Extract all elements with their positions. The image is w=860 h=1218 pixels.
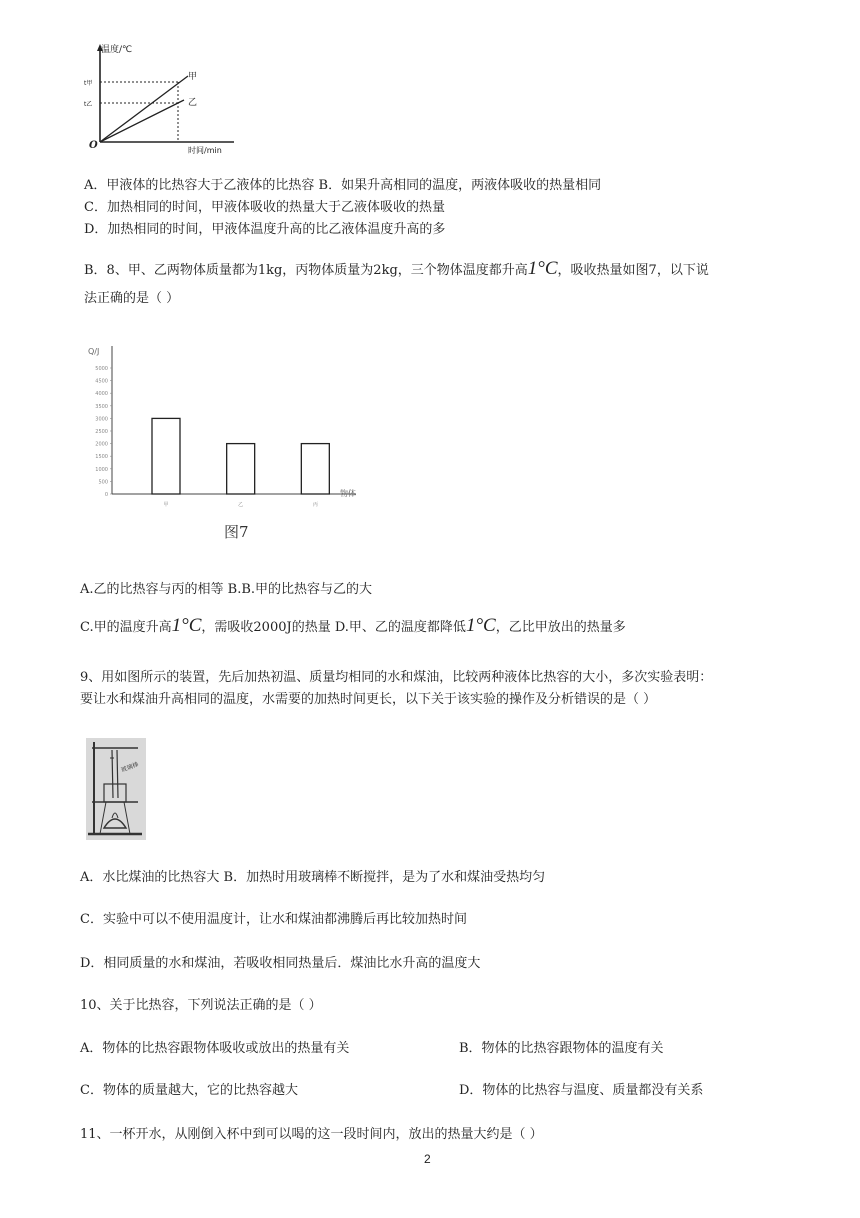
x-tick-label: 甲	[163, 502, 169, 508]
q9-option-d: D．相同质量的水和煤油，若吸收相同热量后．煤油比水升高的温度大	[80, 956, 481, 971]
heating-apparatus-figure	[86, 738, 146, 840]
q8-stem-line1	[84, 260, 709, 280]
q8-option-c-mid: ，需吸收2000J的热量 D.甲、乙的温度都降低	[201, 620, 466, 635]
tick-a-label: t甲	[84, 80, 93, 87]
temperature-unit: 1°C	[171, 615, 202, 636]
bar-0	[152, 418, 180, 494]
q7-option-c: C．加热相同的时间，甲液体吸收的热量大于乙液体吸收的热量	[84, 200, 445, 215]
apparatus-label: 玻璃棒	[120, 761, 140, 774]
y-tick-label: 4000	[95, 391, 108, 398]
y-tick-label: 2000	[95, 441, 108, 448]
q8-stem-pre: B．8、甲、乙两物体质量都为1kg，丙物体质量为2kg，三个物体温度都升高	[84, 263, 528, 278]
graph-origin: O	[89, 140, 98, 151]
q8-option-ab: A.乙的比热容与丙的相等 B.B.甲的比热容与乙的大	[80, 582, 373, 597]
figure-caption: 图7	[224, 523, 249, 541]
y-tick-label: 4500	[95, 378, 108, 385]
q7-option-ab: A．甲液体的比热容大于乙液体的比热容 B．如果升高相同的温度，两液体吸收的热量相同	[84, 178, 602, 193]
graph-ylabel: 温度/℃	[101, 45, 133, 55]
y-tick-label: 3000	[95, 416, 108, 423]
series-a-label: 甲	[188, 72, 198, 82]
bar-1	[227, 444, 255, 494]
temperature-unit: 1°C	[527, 258, 558, 279]
q9-option-c: C．实验中可以不使用温度计，让水和煤油都沸腾后再比较加热时间	[80, 912, 467, 927]
q7-option-d: D．加热相同的时间，甲液体温度升高的比乙液体温度升高的多	[84, 222, 446, 237]
q11-stem: 11、一杯开水，从刚倒入杯中到可以喝的这一段时间内，放出的热量大约是（ ）	[80, 1127, 543, 1142]
y-tick-label: 0	[104, 492, 108, 498]
q8-option-c-pre: C.甲的温度升高	[80, 620, 172, 635]
tick-b-label: t乙	[84, 101, 93, 108]
page-number: 2	[424, 1152, 431, 1166]
q8-stem-post: ，吸收热量如图7，以下说	[557, 263, 709, 278]
temperature-unit: 1°C	[465, 615, 496, 636]
y-tick-label: 1500	[95, 454, 108, 461]
y-tick-label: 500	[98, 479, 108, 486]
q10-option-c: C．物体的质量越大，它的比热容越大	[80, 1083, 298, 1098]
q10-option-b: B．物体的比热容跟物体的温度有关	[459, 1041, 664, 1056]
temperature-time-graph	[84, 42, 244, 154]
q9-stem-line1: 9、用如图所示的装置，先后加热初温、质量均相同的水和煤油，比较两种液体比热容的大小，多次实验表明：	[80, 670, 713, 685]
q10-option-d: D．物体的比热容与温度、质量都没有关系	[459, 1083, 704, 1098]
q8-stem-line2: 法正确的是（ ）	[84, 291, 180, 306]
x-axis-label: 物体	[340, 489, 356, 498]
graph-xlabel: 时间/min	[188, 146, 222, 154]
q8-option-cd	[80, 617, 626, 637]
y-axis-label: Q/J	[88, 347, 100, 356]
y-tick-label: 3500	[95, 403, 108, 410]
q10-option-a: A．物体的比热容跟物体吸收或放出的热量有关	[80, 1041, 350, 1056]
y-tick-label: 2500	[95, 429, 108, 435]
q9-option-ab: A．水比煤油的比热容大 B．加热时用玻璃棒不断搅拌，是为了水和煤油受热均匀	[80, 870, 546, 885]
y-tick-label: 1000	[95, 466, 108, 473]
bar-2	[301, 444, 329, 494]
x-tick-label: 丙	[312, 502, 318, 508]
q10-stem: 10、关于比热容，下列说法正确的是（ ）	[80, 998, 322, 1013]
bar-chart-svg	[84, 340, 380, 550]
figure-7-bar-chart	[84, 340, 380, 550]
series-b-label: 乙	[188, 98, 198, 108]
x-tick-label: 乙	[238, 502, 244, 508]
q9-stem-line2: 要让水和煤油升高相同的温度，水需要的加热时间更长，以下关于该实验的操作及分析错误的是（ ）	[80, 692, 657, 707]
q8-option-d-post: ，乙比甲放出的热量多	[495, 620, 626, 635]
y-tick-label: 5000	[95, 366, 108, 372]
